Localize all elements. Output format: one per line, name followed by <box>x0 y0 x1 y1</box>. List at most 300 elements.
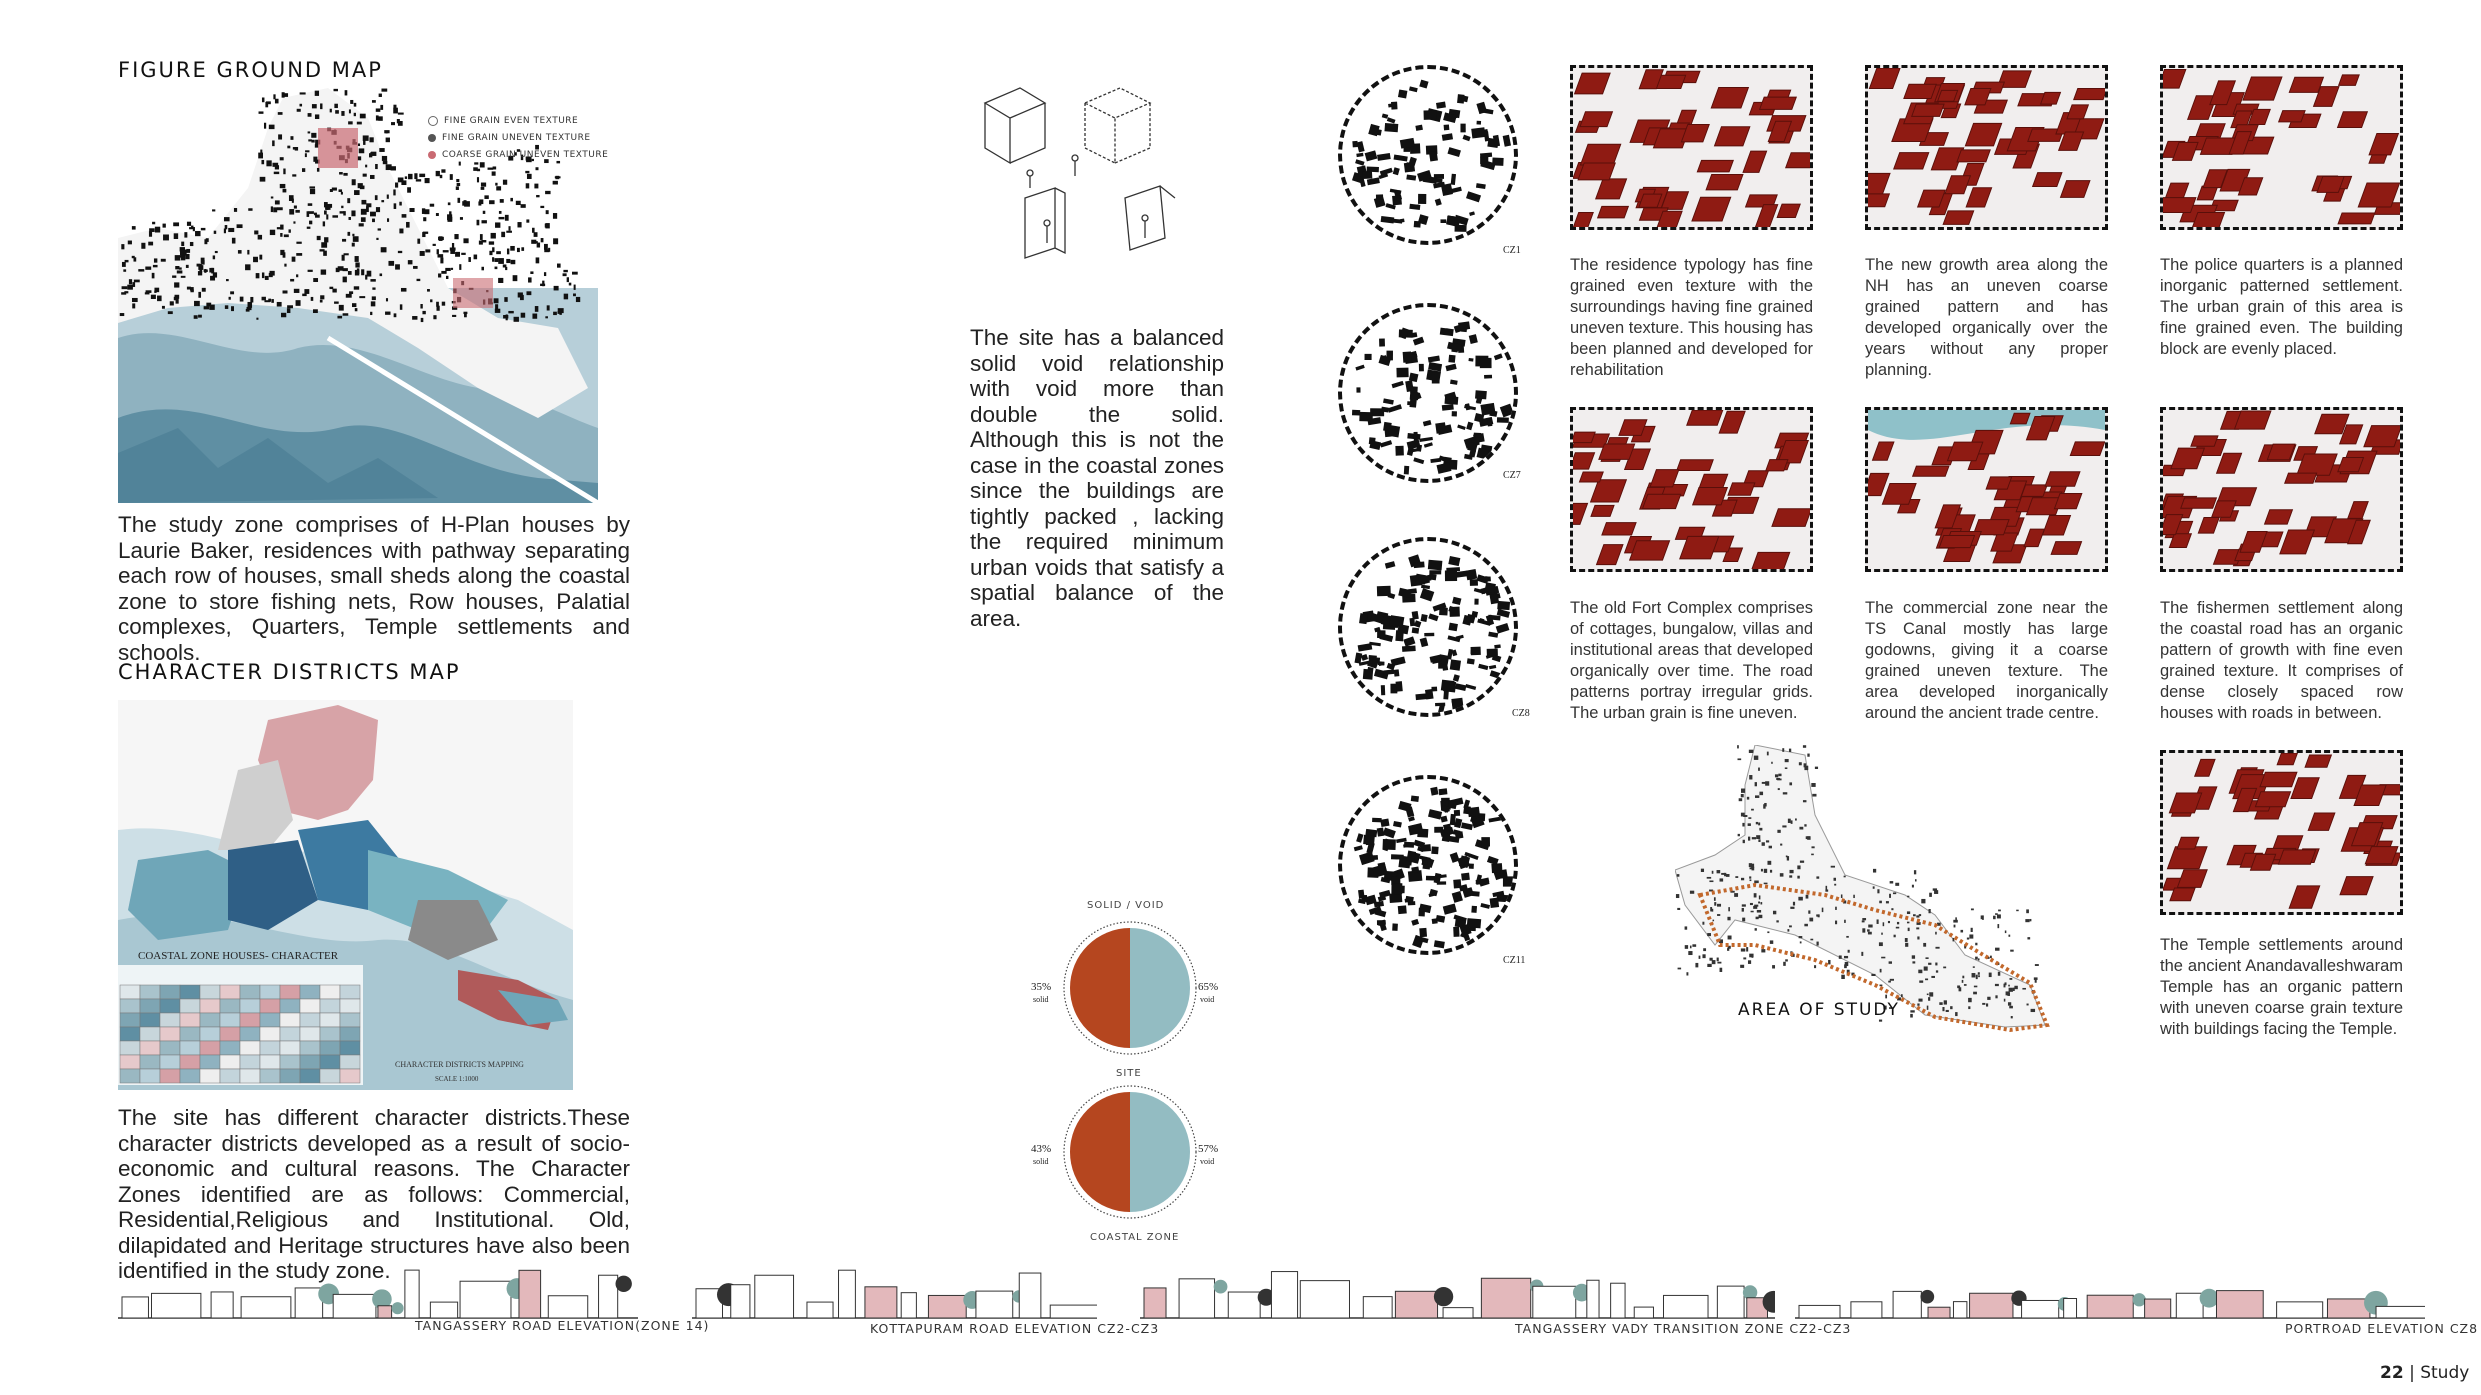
building-footprint <box>1987 997 1990 1000</box>
building-footprint <box>1727 948 1729 951</box>
building-footprint <box>1356 833 1363 843</box>
building-footprint <box>194 315 198 319</box>
building-block <box>1692 197 1731 221</box>
building-footprint <box>190 242 193 246</box>
building-footprint <box>394 313 397 317</box>
building-footprint <box>342 255 345 261</box>
building-footprint <box>230 291 234 294</box>
building-block <box>1872 442 1893 460</box>
building-footprint <box>1403 636 1415 646</box>
building-elevation <box>1300 1281 1349 1318</box>
character-map-caption: CHARACTER DISTRICTS MAPPING <box>395 1060 524 1069</box>
table-cell <box>320 1041 340 1055</box>
building-footprint <box>1927 1006 1929 1010</box>
building-footprint <box>1727 917 1730 920</box>
table-cell <box>120 1069 140 1083</box>
building-footprint <box>1883 922 1885 926</box>
building-footprint <box>440 175 443 178</box>
building-footprint <box>1450 659 1461 670</box>
building-footprint <box>1895 883 1899 886</box>
building-footprint <box>1699 956 1701 959</box>
building-footprint <box>545 191 550 194</box>
building-footprint <box>1807 754 1809 757</box>
building-footprint <box>383 161 388 164</box>
solid-void-pie-charts <box>1020 920 1250 1250</box>
building-block <box>1913 466 1949 476</box>
building-footprint <box>409 208 414 212</box>
building-footprint <box>1443 904 1457 915</box>
building-footprint <box>480 234 483 240</box>
building-footprint <box>1907 896 1909 898</box>
building-footprint <box>441 169 445 172</box>
building-block <box>2369 133 2398 154</box>
building-footprint <box>388 261 394 266</box>
building-footprint <box>1478 664 1488 670</box>
table-cell <box>220 1069 240 1083</box>
building-block <box>1912 104 1944 116</box>
building-footprint <box>247 307 252 310</box>
table-cell <box>160 1041 180 1055</box>
legend-dot <box>428 134 436 142</box>
zone-circle-cz8 <box>1338 537 1518 717</box>
building-footprint <box>438 273 441 277</box>
building-footprint <box>1442 832 1451 842</box>
building-footprint <box>567 277 569 282</box>
building-footprint <box>1468 807 1480 817</box>
coastal-solid-pct: 43% <box>1031 1143 1052 1155</box>
building-footprint <box>280 184 286 188</box>
building-footprint <box>168 311 173 314</box>
tree <box>1920 1290 1934 1304</box>
building-footprint <box>408 260 413 264</box>
building-footprint <box>1782 825 1786 827</box>
building-footprint <box>1377 920 1386 925</box>
building-footprint <box>387 218 389 222</box>
typology-image-1 <box>1570 65 1813 230</box>
building-footprint <box>1380 440 1392 447</box>
building-footprint <box>1891 908 1893 910</box>
building-block <box>1693 487 1728 504</box>
building-footprint <box>1809 918 1813 922</box>
building-footprint <box>468 257 471 262</box>
building-footprint <box>1740 965 1744 968</box>
building-footprint <box>1480 358 1492 368</box>
building-footprint <box>464 200 467 203</box>
building-footprint <box>1394 155 1408 162</box>
building-footprint <box>1454 810 1460 816</box>
building-footprint <box>1418 194 1426 204</box>
building-footprint <box>460 217 463 220</box>
building-footprint <box>187 222 191 226</box>
building-footprint <box>1995 948 1999 951</box>
building-footprint <box>1500 404 1514 418</box>
building-footprint <box>505 215 509 221</box>
building-footprint <box>1912 885 1914 888</box>
building-footprint <box>145 267 151 270</box>
building-footprint <box>1780 873 1784 876</box>
building-footprint <box>446 276 448 279</box>
building-footprint <box>398 113 404 115</box>
building-footprint <box>271 299 274 303</box>
building-block <box>2067 105 2088 119</box>
building-footprint <box>481 220 486 223</box>
building-footprint <box>266 101 271 104</box>
building-footprint <box>1795 818 1797 820</box>
building-footprint <box>122 286 128 289</box>
building-footprint <box>430 299 432 302</box>
building-footprint <box>1915 879 1917 881</box>
building-footprint <box>1910 1014 1913 1018</box>
building-footprint <box>1709 958 1712 961</box>
building-footprint <box>1472 438 1480 443</box>
building-footprint <box>1447 649 1453 660</box>
building-footprint <box>1986 1003 1988 1006</box>
building-elevation <box>122 1297 148 1318</box>
building-footprint <box>1754 756 1758 760</box>
building-footprint <box>479 199 483 204</box>
building-footprint <box>201 228 206 230</box>
building-footprint <box>393 189 395 195</box>
building-footprint <box>1369 440 1381 450</box>
building-footprint <box>520 295 524 300</box>
building-footprint <box>421 318 424 322</box>
building-footprint <box>225 305 228 309</box>
building-footprint <box>1759 792 1763 795</box>
building-block <box>1965 123 2001 145</box>
building-footprint <box>530 271 533 274</box>
building-footprint <box>262 272 264 278</box>
building-block <box>2070 442 2104 456</box>
building-footprint <box>1955 1012 1957 1016</box>
building-block <box>1750 552 1789 569</box>
building-footprint <box>553 312 557 315</box>
building-footprint <box>1428 560 1443 571</box>
building-footprint <box>457 183 461 186</box>
building-elevation <box>928 1295 966 1318</box>
building-footprint <box>266 160 271 166</box>
building-footprint <box>1896 927 1899 929</box>
building-footprint <box>372 296 376 300</box>
building-block <box>2074 89 2105 100</box>
building-footprint <box>1404 466 1409 475</box>
building-footprint <box>1812 794 1816 797</box>
building-footprint <box>1392 195 1402 205</box>
building-footprint <box>264 123 266 129</box>
building-footprint <box>1457 424 1466 430</box>
building-footprint <box>1352 141 1358 148</box>
building-footprint <box>339 172 343 174</box>
building-elevation <box>755 1275 794 1318</box>
building-footprint <box>399 229 403 234</box>
building-footprint <box>1962 976 1964 979</box>
building-block <box>2010 413 2030 424</box>
building-footprint <box>1448 556 1460 566</box>
building-footprint <box>452 243 454 249</box>
building-footprint <box>1844 876 1846 878</box>
building-footprint <box>1862 928 1865 932</box>
building-footprint <box>215 251 218 253</box>
building-footprint <box>2035 980 2037 983</box>
building-footprint <box>296 253 302 256</box>
building-footprint <box>401 288 406 292</box>
building-footprint <box>1406 175 1416 181</box>
building-footprint <box>1445 364 1456 372</box>
table-cell <box>180 999 200 1013</box>
tree <box>1434 1287 1453 1306</box>
building-footprint <box>526 219 529 222</box>
table-cell <box>200 1013 220 1027</box>
building-footprint <box>1785 767 1788 769</box>
building-footprint <box>308 139 312 141</box>
table-cell <box>160 999 180 1013</box>
character-map-scale: SCALE 1:1000 <box>435 1075 479 1083</box>
building-footprint <box>198 292 201 298</box>
building-footprint <box>1419 437 1433 442</box>
building-block <box>1945 176 1970 194</box>
building-footprint <box>1365 354 1372 360</box>
building-footprint <box>1488 816 1502 822</box>
building-footprint <box>260 177 266 182</box>
table-cell <box>220 1041 240 1055</box>
building-footprint <box>372 287 375 289</box>
building-block <box>2163 70 2186 89</box>
building-footprint <box>463 312 467 314</box>
building-block <box>1643 494 1681 508</box>
zone-label-cz8: CZ8 <box>1512 708 1530 719</box>
building-footprint <box>1382 113 1388 118</box>
building-footprint <box>315 91 319 96</box>
building-block <box>1777 204 1800 217</box>
building-footprint <box>1356 153 1363 157</box>
building-footprint <box>1919 980 1923 982</box>
footer-separator: | <box>2409 1363 2415 1383</box>
building-footprint <box>1413 561 1424 568</box>
building-footprint <box>1749 750 1753 753</box>
building-footprint <box>1377 153 1391 161</box>
building-block <box>2191 436 2218 446</box>
building-block <box>1760 97 1797 109</box>
building-footprint <box>1862 918 1866 920</box>
building-block <box>1677 460 1714 471</box>
building-footprint <box>184 232 187 237</box>
building-footprint <box>1497 417 1509 423</box>
table-cell <box>140 1013 160 1027</box>
building-block <box>2289 77 2323 92</box>
building-block <box>1755 205 1778 227</box>
zone-circle-pattern <box>1342 307 1514 479</box>
building-block <box>2170 888 2195 901</box>
building-footprint <box>153 265 158 267</box>
building-footprint <box>1921 899 1925 903</box>
building-footprint <box>1413 337 1424 346</box>
building-footprint <box>531 240 536 244</box>
building-footprint <box>152 273 155 279</box>
building-footprint <box>123 269 126 271</box>
building-footprint <box>350 100 353 104</box>
building-footprint <box>1433 178 1443 183</box>
building-footprint <box>2009 1006 2013 1009</box>
building-footprint <box>1477 121 1482 125</box>
table-cell <box>180 1013 200 1027</box>
building-footprint <box>1804 763 1807 767</box>
building-footprint <box>474 255 478 260</box>
building-footprint <box>214 231 216 234</box>
building-footprint <box>361 209 367 215</box>
building-footprint <box>553 213 557 219</box>
elevation-drawing <box>692 1258 1097 1320</box>
building-footprint <box>1757 910 1761 913</box>
building-footprint <box>1489 665 1496 669</box>
building-footprint <box>281 313 286 317</box>
building-footprint <box>289 229 291 232</box>
building-footprint <box>1428 356 1440 363</box>
building-elevation <box>2216 1291 2263 1318</box>
building-footprint <box>385 312 390 315</box>
table-cell <box>320 1013 340 1027</box>
building-footprint <box>1443 691 1448 699</box>
building-footprint <box>1453 879 1461 888</box>
building-block <box>2305 755 2331 767</box>
building-footprint <box>1846 936 1849 938</box>
building-footprint <box>132 226 136 230</box>
table-cell <box>180 985 200 999</box>
typology-text-1: The residence typology has fine grained even texture with the surroundings having fine grained uneven texture. This housing has been planned and developed for rehabilitation <box>1570 256 1813 379</box>
building-block <box>2177 870 2207 888</box>
building-footprint <box>1754 905 1758 907</box>
building-footprint <box>344 253 349 255</box>
building-footprint <box>1451 174 1456 185</box>
building-footprint <box>1434 827 1443 833</box>
building-footprint <box>1841 894 1843 898</box>
building-footprint <box>1804 924 1808 926</box>
zone-circle-pattern <box>1342 69 1514 241</box>
building-footprint <box>1841 975 1845 979</box>
building-footprint <box>304 289 309 294</box>
building-footprint <box>1888 981 1891 983</box>
building-footprint <box>1758 839 1760 842</box>
building-footprint <box>547 305 550 310</box>
building-footprint <box>1953 920 1957 923</box>
building-footprint <box>2009 978 2012 980</box>
building-footprint <box>348 217 350 220</box>
building-footprint <box>1707 877 1711 879</box>
building-block <box>2026 417 2054 440</box>
building-footprint <box>1762 782 1766 784</box>
building-footprint <box>1703 948 1706 951</box>
building-footprint <box>354 190 360 195</box>
table-cell <box>200 1041 220 1055</box>
building-footprint <box>564 294 568 300</box>
building-footprint <box>1751 911 1754 913</box>
building-footprint <box>361 200 366 205</box>
building-footprint <box>253 257 258 262</box>
building-footprint <box>1403 352 1412 363</box>
building-block <box>2280 530 2315 554</box>
building-footprint <box>407 187 411 192</box>
building-footprint <box>545 316 548 318</box>
building-footprint <box>1741 948 1745 951</box>
building-footprint <box>369 137 373 142</box>
building-elevation <box>519 1270 541 1318</box>
building-footprint <box>292 257 296 262</box>
building-footprint <box>1825 889 1828 891</box>
building-footprint <box>1777 830 1780 833</box>
building-block <box>2171 448 2204 469</box>
building-footprint <box>437 249 439 254</box>
elevation-strip-1 <box>118 1262 638 1320</box>
building-footprint <box>132 298 138 302</box>
building-footprint <box>1374 196 1386 208</box>
site-void-pct: 65% <box>1198 981 1219 993</box>
building-footprint <box>2010 950 2013 952</box>
building-footprint <box>1421 614 1428 622</box>
building-block <box>1578 163 1615 180</box>
building-footprint <box>1816 914 1819 916</box>
building-footprint <box>573 293 576 296</box>
building-footprint <box>1447 216 1455 225</box>
building-footprint <box>362 186 365 188</box>
building-footprint <box>508 311 513 313</box>
building-footprint <box>289 209 294 214</box>
building-footprint <box>496 186 501 190</box>
building-footprint <box>1871 974 1875 976</box>
building-block <box>2060 181 2089 198</box>
table-cell <box>280 999 300 1013</box>
building-footprint <box>271 206 273 212</box>
building-footprint <box>1690 891 1694 894</box>
building-footprint <box>315 144 319 147</box>
building-footprint <box>1788 819 1791 823</box>
building-footprint <box>2034 977 2038 980</box>
building-footprint <box>1377 827 1385 836</box>
building-footprint <box>343 211 345 215</box>
building-footprint <box>1806 895 1809 899</box>
building-footprint <box>1396 681 1403 692</box>
building-footprint <box>1763 804 1765 808</box>
building-footprint <box>272 163 278 167</box>
building-footprint <box>397 119 400 123</box>
building-footprint <box>343 268 348 271</box>
building-footprint <box>1405 898 1410 902</box>
table-cell <box>260 1055 280 1069</box>
building-footprint <box>1782 748 1784 752</box>
building-footprint <box>1362 171 1372 179</box>
building-block <box>2255 792 2290 807</box>
building-footprint <box>506 314 508 320</box>
building-footprint <box>141 243 145 249</box>
building-footprint <box>198 315 202 318</box>
building-footprint <box>346 294 352 298</box>
building-footprint <box>534 184 538 189</box>
building-footprint <box>451 268 453 270</box>
coastal-void-label: void <box>1200 1157 1215 1166</box>
building-footprint <box>1743 840 1745 843</box>
elevation-drawing <box>1140 1262 1775 1320</box>
building-footprint <box>412 316 417 320</box>
building-footprint <box>398 177 404 182</box>
building-footprint <box>292 174 296 176</box>
building-footprint <box>1800 941 1802 943</box>
building-footprint <box>423 217 426 221</box>
building-footprint <box>1420 637 1429 647</box>
building-block <box>2042 516 2070 535</box>
building-footprint <box>1929 992 1933 996</box>
table-cell <box>300 1041 320 1055</box>
building-block <box>2243 77 2282 100</box>
building-footprint <box>417 239 420 244</box>
building-footprint <box>1409 373 1419 383</box>
building-footprint <box>1879 901 1882 904</box>
